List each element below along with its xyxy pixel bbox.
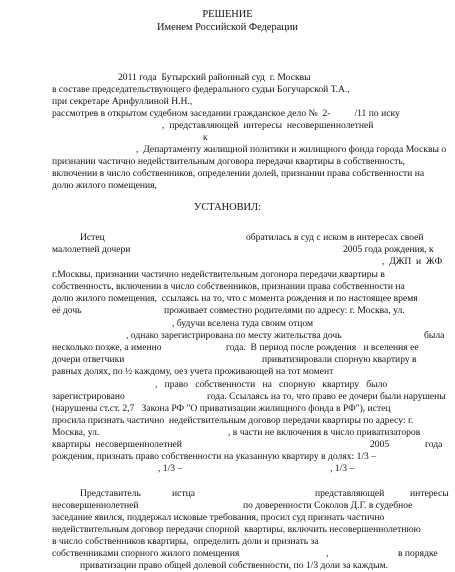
rep-text: по доверенности Соколов Д.Г. в судебное	[243, 500, 413, 511]
body-text: , однако зарегистрирована по месту жительства дочь	[126, 330, 342, 341]
document-title: РЕШЕНИЕ	[202, 9, 253, 20]
intro-line-1: 2011 года Бутырский районный суд г. Москвы	[118, 72, 311, 83]
intro-line-5: , представляющей интересы несовершеннолетней	[162, 120, 374, 131]
body-text: просила признать частично недействительным договор передачи квартиры по адресу: г.	[52, 415, 414, 426]
rep-text: истца	[172, 488, 195, 499]
body-text: , ДЖП и ЖФ	[382, 256, 443, 267]
rep-text: ,	[326, 548, 329, 559]
body-text: несколько позже, а именно	[52, 342, 162, 353]
body-text: года	[425, 439, 443, 450]
body-text: приватизировали спорную квартиру в	[262, 354, 417, 365]
body-text: 2005	[370, 439, 390, 450]
document-subtitle: Именем Российской Федерации	[157, 22, 298, 33]
intro-line-9: включении в число собственников, определении долей, признании права собственности на	[52, 168, 425, 179]
body-text: , 1/3 –	[158, 463, 183, 474]
body-text: года. Ссылаясь на то, что право ее дочери были нарушены	[207, 391, 446, 402]
intro-line-10: долю жилого помещения,	[52, 180, 157, 191]
body-text: , в части не включения в число приватизаторов	[228, 427, 421, 438]
body-text: проживает совместно родителями по адресу: г. Москва, ул.	[164, 305, 405, 316]
rep-text: недействительным договор передачи спорной квартиры, включить несовершеннолетнюю	[52, 524, 421, 535]
body-text: равных долях, по ½ каждому, оез учета проживающей на тот момент	[52, 366, 334, 377]
rep-text: в число собственников квартиры, определить доли и признать за	[52, 536, 319, 547]
body-text: её дочь	[52, 305, 82, 316]
intro-line-3: при секретаре Арифуллиной Н.Н.,	[52, 96, 193, 107]
section-heading: УСТАНОВИЛ:	[194, 202, 261, 213]
rep-text: представляющей	[315, 488, 385, 499]
body-text: , будучи вселена туда своим отцом	[172, 318, 314, 329]
rep-text: Представитель	[80, 488, 141, 499]
rep-text: интересы	[410, 488, 449, 499]
rep-text: приватизации право общей долевой собственности, по 1/3 доли за каждым.	[80, 560, 389, 571]
intro-line-8: признании частично недействительным договора передачи квартиры в собственность,	[52, 156, 406, 167]
rep-text: в порядке	[398, 548, 438, 559]
intro-line-4: рассмотрев в открытом судебном заседании гражданское дело № 2- /11 по иску	[52, 108, 400, 119]
body-text: была	[424, 330, 445, 341]
body-text: обратилась в суд с иском в интересах своей	[246, 232, 424, 243]
body-text: зарегистрировано	[52, 391, 125, 402]
body-text: года. В период после рождения и вселения ее	[226, 342, 419, 353]
body-text: г.Москвы, признании частично недействительным догонора передачи квартиры в	[52, 269, 385, 280]
body-text: квартиры несовершеннолетней	[52, 439, 182, 450]
rep-text: несовершеннолетней	[52, 500, 139, 511]
body-text: собственность, включении в число собственников, признании права собственности на	[52, 281, 405, 292]
intro-line-6: к	[203, 132, 208, 143]
body-text: дочери ответчики	[52, 354, 125, 365]
body-text: долю жилого помещения, ссылаясь на то, что с момента рождения и по настоящее время	[52, 293, 418, 304]
body-text: Москва, ул.	[52, 427, 100, 438]
body-text: Истец	[80, 232, 105, 243]
body-text: , право собственности на спорную квартиру было	[155, 379, 388, 390]
body-text: 2005 года рождения, к	[343, 244, 434, 255]
intro-line-2: в составе председательствующего федерального судьи Богучарской Т.А.,	[52, 84, 350, 95]
body-text: , 1/3 –	[330, 463, 355, 474]
body-text: рождения, признать право собственности на указанную квартиру в долях: 1/3 –	[52, 451, 377, 462]
rep-text: заседание явился, поддержал исковые требования, просил суд признать частично	[52, 512, 385, 523]
body-text: (нарушены ст.ст. 2,7 Закона РФ "О приватизации жилищного фонда в РФ"), истец	[52, 403, 391, 414]
body-text: малолетней дочери	[52, 244, 131, 255]
rep-text: собственниками спорного жилого помещения	[52, 548, 240, 559]
intro-line-7: , Департаменту жилищной политики и жилищного фонда города Москвы о	[136, 144, 447, 155]
